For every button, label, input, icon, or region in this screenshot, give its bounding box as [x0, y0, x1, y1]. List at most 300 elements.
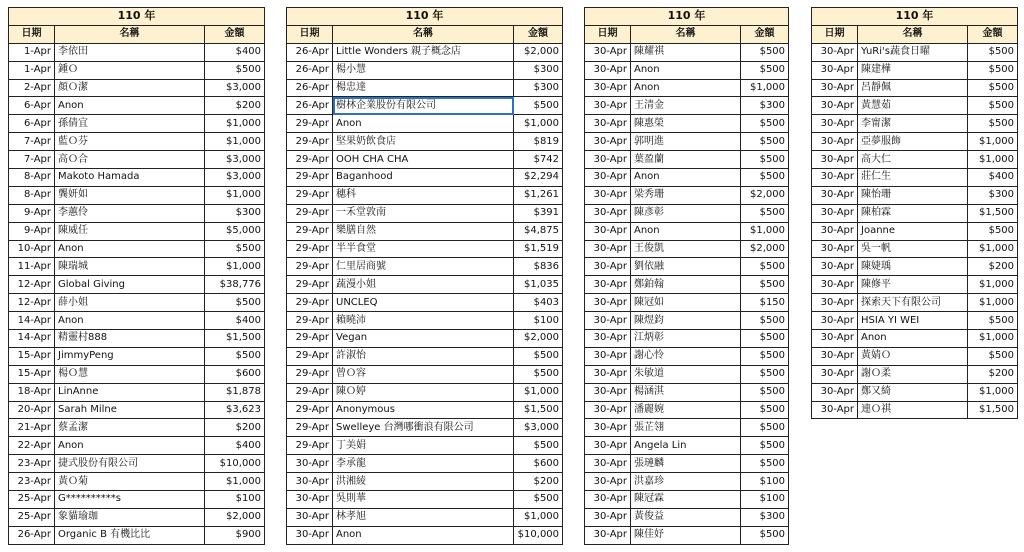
date-cell[interactable]: 30-Apr: [585, 133, 631, 151]
name-cell[interactable]: 陳佳妤: [631, 526, 741, 544]
amount-cell[interactable]: $1,000: [514, 508, 563, 526]
date-cell[interactable]: 29-Apr: [287, 294, 333, 312]
name-cell[interactable]: OOH CHA CHA: [333, 151, 514, 169]
name-cell[interactable]: 王清金: [631, 97, 741, 115]
name-cell[interactable]: 丁美娟: [333, 437, 514, 455]
amount-cell[interactable]: $200: [968, 365, 1018, 383]
amount-cell[interactable]: $500: [741, 151, 789, 169]
amount-cell[interactable]: $100: [741, 491, 789, 509]
amount-cell[interactable]: $500: [741, 276, 789, 294]
date-cell[interactable]: 30-Apr: [585, 61, 631, 79]
amount-cell[interactable]: $500: [741, 43, 789, 61]
name-cell[interactable]: 陳冠如: [631, 294, 741, 312]
name-cell[interactable]: Sarah Milne: [55, 401, 205, 419]
name-cell[interactable]: 朱敏道: [631, 365, 741, 383]
amount-cell[interactable]: $500: [205, 240, 265, 258]
amount-cell[interactable]: $500: [205, 61, 265, 79]
date-cell[interactable]: 29-Apr: [287, 258, 333, 276]
name-cell[interactable]: 莊仁生: [858, 169, 968, 187]
amount-cell[interactable]: $500: [968, 222, 1018, 240]
date-cell[interactable]: 29-Apr: [287, 330, 333, 348]
date-cell[interactable]: 29-Apr: [287, 133, 333, 151]
name-cell[interactable]: 蔬漫小姐: [333, 276, 514, 294]
date-cell[interactable]: 30-Apr: [585, 186, 631, 204]
name-cell[interactable]: 鍾Ｏ: [55, 61, 205, 79]
date-cell[interactable]: 29-Apr: [287, 312, 333, 330]
amount-cell[interactable]: $300: [514, 79, 563, 97]
date-cell[interactable]: 30-Apr: [585, 526, 631, 544]
name-cell[interactable]: 陳建樺: [858, 61, 968, 79]
date-cell[interactable]: 30-Apr: [287, 526, 333, 544]
date-cell[interactable]: 12-Apr: [9, 276, 55, 294]
date-cell[interactable]: 29-Apr: [287, 204, 333, 222]
date-cell[interactable]: 15-Apr: [9, 365, 55, 383]
date-cell[interactable]: 29-Apr: [287, 401, 333, 419]
amount-cell[interactable]: $1,035: [514, 276, 563, 294]
name-cell[interactable]: Anon: [55, 312, 205, 330]
date-cell[interactable]: 30-Apr: [585, 437, 631, 455]
date-cell[interactable]: 30-Apr: [812, 330, 858, 348]
name-cell[interactable]: 王俊凱: [631, 240, 741, 258]
name-cell[interactable]: Baganhood: [333, 169, 514, 187]
name-cell[interactable]: 薛小姐: [55, 294, 205, 312]
date-cell[interactable]: 30-Apr: [812, 151, 858, 169]
date-cell[interactable]: 30-Apr: [812, 365, 858, 383]
date-cell[interactable]: 30-Apr: [585, 169, 631, 187]
date-cell[interactable]: 29-Apr: [287, 347, 333, 365]
amount-cell[interactable]: $1,500: [968, 401, 1018, 419]
amount-cell[interactable]: $2,294: [514, 169, 563, 187]
name-cell[interactable]: 陳婕瑀: [858, 258, 968, 276]
name-cell[interactable]: 蔡孟潔: [55, 419, 205, 437]
name-cell[interactable]: Anon: [55, 240, 205, 258]
date-cell[interactable]: 23-Apr: [9, 455, 55, 473]
date-cell[interactable]: 29-Apr: [287, 186, 333, 204]
amount-cell[interactable]: $500: [741, 401, 789, 419]
name-cell[interactable]: 林孝旭: [333, 508, 514, 526]
date-cell[interactable]: 30-Apr: [585, 204, 631, 222]
amount-cell[interactable]: $300: [968, 186, 1018, 204]
amount-cell[interactable]: $500: [741, 133, 789, 151]
amount-cell[interactable]: $500: [514, 365, 563, 383]
amount-cell[interactable]: $500: [514, 347, 563, 365]
date-cell[interactable]: 30-Apr: [812, 401, 858, 419]
name-cell[interactable]: 李甯潔: [858, 115, 968, 133]
name-cell[interactable]: Anon: [55, 97, 205, 115]
name-cell[interactable]: 梁秀珊: [631, 186, 741, 204]
name-cell[interactable]: 郭明進: [631, 133, 741, 151]
amount-cell[interactable]: $500: [741, 347, 789, 365]
amount-cell[interactable]: $500: [741, 258, 789, 276]
amount-cell[interactable]: $1,878: [205, 383, 265, 401]
amount-cell[interactable]: $4,875: [514, 222, 563, 240]
date-cell[interactable]: 30-Apr: [585, 455, 631, 473]
date-cell[interactable]: 30-Apr: [812, 133, 858, 151]
name-cell[interactable]: 張芷翎: [631, 419, 741, 437]
name-cell[interactable]: 楊Ｏ慧: [55, 365, 205, 383]
date-cell[interactable]: 11-Apr: [9, 258, 55, 276]
name-cell[interactable]: 連Ｏ祺: [858, 401, 968, 419]
date-cell[interactable]: 30-Apr: [585, 491, 631, 509]
name-cell[interactable]: 許淑怡: [333, 347, 514, 365]
amount-cell[interactable]: $2,000: [514, 330, 563, 348]
date-cell[interactable]: 10-Apr: [9, 240, 55, 258]
amount-cell[interactable]: $600: [514, 455, 563, 473]
amount-cell[interactable]: $500: [968, 43, 1018, 61]
amount-cell[interactable]: $1,519: [514, 240, 563, 258]
name-cell[interactable]: 探索天下有限公司: [858, 294, 968, 312]
name-cell[interactable]: 樂膳自然: [333, 222, 514, 240]
name-cell[interactable]: 洪嘉珍: [631, 473, 741, 491]
name-cell[interactable]: 象貓瑜珈: [55, 508, 205, 526]
date-cell[interactable]: 26-Apr: [287, 61, 333, 79]
amount-cell[interactable]: $1,000: [968, 294, 1018, 312]
name-cell[interactable]: 陳柏霖: [858, 204, 968, 222]
name-cell[interactable]: 楊忠達: [333, 79, 514, 97]
date-cell[interactable]: 30-Apr: [585, 222, 631, 240]
amount-cell[interactable]: $2,000: [741, 186, 789, 204]
name-cell[interactable]: 高大仁: [858, 151, 968, 169]
date-cell[interactable]: 30-Apr: [585, 79, 631, 97]
date-cell[interactable]: 30-Apr: [812, 240, 858, 258]
date-cell[interactable]: 30-Apr: [812, 79, 858, 97]
date-cell[interactable]: 1-Apr: [9, 43, 55, 61]
name-cell[interactable]: 龔妍如: [55, 186, 205, 204]
date-cell[interactable]: 26-Apr: [287, 97, 333, 115]
amount-cell[interactable]: $3,000: [205, 79, 265, 97]
date-cell[interactable]: 20-Apr: [9, 401, 55, 419]
amount-cell[interactable]: $5,000: [205, 222, 265, 240]
amount-cell[interactable]: $403: [514, 294, 563, 312]
date-cell[interactable]: 29-Apr: [287, 383, 333, 401]
name-cell[interactable]: G**********s: [55, 491, 205, 509]
name-cell[interactable]: Anon: [631, 79, 741, 97]
date-cell[interactable]: 26-Apr: [287, 43, 333, 61]
name-cell[interactable]: YuRi's蔬食日曜: [858, 43, 968, 61]
amount-cell[interactable]: $400: [205, 312, 265, 330]
date-cell[interactable]: 30-Apr: [585, 97, 631, 115]
amount-cell[interactable]: $1,000: [741, 222, 789, 240]
date-cell[interactable]: 30-Apr: [585, 383, 631, 401]
name-cell[interactable]: Anon: [858, 330, 968, 348]
name-cell[interactable]: 曾Ｏ容: [333, 365, 514, 383]
name-cell[interactable]: Anon: [55, 437, 205, 455]
name-cell[interactable]: 鄭又綺: [858, 383, 968, 401]
date-cell[interactable]: 30-Apr: [812, 204, 858, 222]
date-cell[interactable]: 23-Apr: [9, 473, 55, 491]
name-cell[interactable]: 陳瑞城: [55, 258, 205, 276]
amount-cell[interactable]: $819: [514, 133, 563, 151]
amount-cell[interactable]: $1,000: [205, 258, 265, 276]
name-cell[interactable]: 江炳彰: [631, 330, 741, 348]
date-cell[interactable]: 30-Apr: [585, 294, 631, 312]
amount-cell[interactable]: $500: [968, 347, 1018, 365]
amount-cell[interactable]: $1,000: [968, 383, 1018, 401]
date-cell[interactable]: 29-Apr: [287, 240, 333, 258]
date-cell[interactable]: 30-Apr: [585, 508, 631, 526]
name-cell[interactable]: 一禾堂敦南: [333, 204, 514, 222]
amount-cell[interactable]: $1,500: [968, 204, 1018, 222]
amount-cell[interactable]: $10,000: [205, 455, 265, 473]
date-cell[interactable]: 26-Apr: [287, 79, 333, 97]
name-cell[interactable]: 精靈村888: [55, 330, 205, 348]
name-cell[interactable]: 潘麗婉: [631, 401, 741, 419]
date-cell[interactable]: 30-Apr: [812, 347, 858, 365]
amount-cell[interactable]: $400: [968, 169, 1018, 187]
name-cell[interactable]: 李承龍: [333, 455, 514, 473]
date-cell[interactable]: 30-Apr: [287, 508, 333, 526]
date-cell[interactable]: 18-Apr: [9, 383, 55, 401]
name-cell[interactable]: 陳彥彰: [631, 204, 741, 222]
amount-cell[interactable]: $2,000: [514, 43, 563, 61]
amount-cell[interactable]: $200: [205, 419, 265, 437]
amount-cell[interactable]: $391: [514, 204, 563, 222]
name-cell[interactable]: 葉盈蘭: [631, 151, 741, 169]
amount-cell[interactable]: $500: [741, 330, 789, 348]
amount-cell[interactable]: $500: [741, 526, 789, 544]
amount-cell[interactable]: $1,000: [205, 133, 265, 151]
date-cell[interactable]: 29-Apr: [287, 169, 333, 187]
name-cell[interactable]: Anon: [631, 169, 741, 187]
amount-cell[interactable]: $500: [741, 455, 789, 473]
name-cell[interactable]: LinAnne: [55, 383, 205, 401]
amount-cell[interactable]: $200: [968, 258, 1018, 276]
amount-cell[interactable]: $836: [514, 258, 563, 276]
amount-cell[interactable]: $500: [741, 437, 789, 455]
date-cell[interactable]: 30-Apr: [585, 240, 631, 258]
amount-cell[interactable]: $1,000: [741, 79, 789, 97]
name-cell[interactable]: 陳修平: [858, 276, 968, 294]
amount-cell[interactable]: $300: [741, 97, 789, 115]
name-cell[interactable]: 劉依融: [631, 258, 741, 276]
date-cell[interactable]: 21-Apr: [9, 419, 55, 437]
date-cell[interactable]: 30-Apr: [585, 258, 631, 276]
amount-cell[interactable]: $1,500: [514, 401, 563, 419]
amount-cell[interactable]: $500: [741, 115, 789, 133]
amount-cell[interactable]: $100: [514, 312, 563, 330]
amount-cell[interactable]: $1,261: [514, 186, 563, 204]
date-cell[interactable]: 6-Apr: [9, 115, 55, 133]
amount-cell[interactable]: $100: [205, 491, 265, 509]
name-cell[interactable]: Global Giving: [55, 276, 205, 294]
amount-cell[interactable]: $500: [741, 419, 789, 437]
date-cell[interactable]: 29-Apr: [287, 437, 333, 455]
amount-cell[interactable]: $900: [205, 526, 265, 544]
amount-cell[interactable]: $500: [741, 383, 789, 401]
name-cell[interactable]: 陳煜鈞: [631, 312, 741, 330]
name-cell[interactable]: 黃Ｏ菊: [55, 473, 205, 491]
amount-cell[interactable]: $500: [741, 312, 789, 330]
name-cell[interactable]: UNCLEQ: [333, 294, 514, 312]
date-cell[interactable]: 30-Apr: [585, 365, 631, 383]
name-cell[interactable]: Swelleye 台灣哪衝浪有限公司: [333, 419, 514, 437]
name-cell[interactable]: 高Ｏ合: [55, 151, 205, 169]
amount-cell[interactable]: $2,000: [205, 508, 265, 526]
amount-cell[interactable]: $1,000: [514, 383, 563, 401]
date-cell[interactable]: 1-Apr: [9, 61, 55, 79]
name-cell[interactable]: Vegan: [333, 330, 514, 348]
amount-cell[interactable]: $1,000: [968, 133, 1018, 151]
name-cell[interactable]: 黃婧Ｏ: [858, 347, 968, 365]
date-cell[interactable]: 30-Apr: [585, 401, 631, 419]
date-cell[interactable]: 30-Apr: [585, 151, 631, 169]
name-cell[interactable]: 半半食堂: [333, 240, 514, 258]
amount-cell[interactable]: $500: [968, 79, 1018, 97]
date-cell[interactable]: 30-Apr: [287, 491, 333, 509]
date-cell[interactable]: 25-Apr: [9, 508, 55, 526]
name-cell[interactable]: 陳威任: [55, 222, 205, 240]
name-cell[interactable]: 賴曉沛: [333, 312, 514, 330]
date-cell[interactable]: 30-Apr: [585, 312, 631, 330]
amount-cell[interactable]: $1,000: [205, 473, 265, 491]
amount-cell[interactable]: $1,000: [514, 115, 563, 133]
date-cell[interactable]: 15-Apr: [9, 347, 55, 365]
date-cell[interactable]: 7-Apr: [9, 151, 55, 169]
name-cell[interactable]: 陳冠霖: [631, 491, 741, 509]
date-cell[interactable]: 12-Apr: [9, 294, 55, 312]
name-cell[interactable]: 洪湘綾: [333, 473, 514, 491]
amount-cell[interactable]: $1,000: [205, 115, 265, 133]
amount-cell[interactable]: $500: [968, 97, 1018, 115]
name-cell[interactable]: 謝心怜: [631, 347, 741, 365]
date-cell[interactable]: 30-Apr: [812, 383, 858, 401]
name-cell[interactable]: 堅果奶飲食店: [333, 133, 514, 151]
date-cell[interactable]: 22-Apr: [9, 437, 55, 455]
date-cell[interactable]: 29-Apr: [287, 365, 333, 383]
date-cell[interactable]: 30-Apr: [585, 473, 631, 491]
date-cell[interactable]: 6-Apr: [9, 97, 55, 115]
date-cell[interactable]: 30-Apr: [812, 312, 858, 330]
amount-cell[interactable]: $1,000: [968, 151, 1018, 169]
name-cell[interactable]: HSIA YI WEI: [858, 312, 968, 330]
name-cell[interactable]: 張璉麟: [631, 455, 741, 473]
date-cell[interactable]: 25-Apr: [9, 491, 55, 509]
amount-cell[interactable]: $500: [514, 437, 563, 455]
amount-cell[interactable]: $300: [514, 61, 563, 79]
date-cell[interactable]: 2-Apr: [9, 79, 55, 97]
name-cell[interactable]: 吳一帆: [858, 240, 968, 258]
date-cell[interactable]: 30-Apr: [585, 115, 631, 133]
name-cell[interactable]: 陳耀祺: [631, 43, 741, 61]
amount-cell[interactable]: $500: [205, 294, 265, 312]
name-cell[interactable]: 謝Ｏ柔: [858, 365, 968, 383]
name-cell[interactable]: 藍Ｏ芬: [55, 133, 205, 151]
name-cell[interactable]: 吳則華: [333, 491, 514, 509]
date-cell[interactable]: 30-Apr: [812, 294, 858, 312]
name-cell[interactable]: 仁里居商號: [333, 258, 514, 276]
date-cell[interactable]: 30-Apr: [812, 97, 858, 115]
date-cell[interactable]: 9-Apr: [9, 222, 55, 240]
name-cell[interactable]: JimmyPeng: [55, 347, 205, 365]
date-cell[interactable]: 30-Apr: [585, 347, 631, 365]
name-cell[interactable]: Anon: [631, 61, 741, 79]
amount-cell[interactable]: $300: [205, 204, 265, 222]
amount-cell[interactable]: $2,000: [741, 240, 789, 258]
name-cell[interactable]: 鄭鉑翰: [631, 276, 741, 294]
amount-cell[interactable]: $1,000: [968, 330, 1018, 348]
name-cell[interactable]: 李蕙伶: [55, 204, 205, 222]
name-cell[interactable]: Little Wonders 親子概念店: [333, 43, 514, 61]
amount-cell[interactable]: $3,623: [205, 401, 265, 419]
name-cell[interactable]: 楊小慧: [333, 61, 514, 79]
amount-cell[interactable]: $400: [205, 437, 265, 455]
name-cell[interactable]: 黃俊益: [631, 508, 741, 526]
date-cell[interactable]: 30-Apr: [287, 455, 333, 473]
name-cell[interactable]: Joanne: [858, 222, 968, 240]
amount-cell[interactable]: $500: [741, 204, 789, 222]
date-cell[interactable]: 14-Apr: [9, 330, 55, 348]
name-cell[interactable]: Anon: [333, 115, 514, 133]
date-cell[interactable]: 30-Apr: [812, 222, 858, 240]
date-cell[interactable]: 29-Apr: [287, 276, 333, 294]
amount-cell[interactable]: $500: [968, 312, 1018, 330]
name-cell[interactable]: 楊涵淇: [631, 383, 741, 401]
amount-cell[interactable]: $600: [205, 365, 265, 383]
name-cell[interactable]: Anon: [631, 222, 741, 240]
name-cell[interactable]: 亞夢服飾: [858, 133, 968, 151]
date-cell[interactable]: 30-Apr: [812, 61, 858, 79]
amount-cell[interactable]: $1,000: [968, 240, 1018, 258]
name-cell[interactable]: 呂靜佩: [858, 79, 968, 97]
date-cell[interactable]: 29-Apr: [287, 419, 333, 437]
amount-cell[interactable]: $500: [514, 97, 563, 115]
amount-cell[interactable]: $300: [741, 508, 789, 526]
name-cell[interactable]: Anonymous: [333, 401, 514, 419]
date-cell[interactable]: 30-Apr: [812, 186, 858, 204]
amount-cell[interactable]: $500: [741, 61, 789, 79]
name-cell[interactable]: 顏Ｏ潔: [55, 79, 205, 97]
name-cell[interactable]: Makoto Hamada: [55, 169, 205, 187]
date-cell[interactable]: 29-Apr: [287, 151, 333, 169]
date-cell[interactable]: 8-Apr: [9, 186, 55, 204]
amount-cell[interactable]: $500: [968, 61, 1018, 79]
amount-cell[interactable]: $150: [741, 294, 789, 312]
amount-cell[interactable]: $3,000: [514, 419, 563, 437]
amount-cell[interactable]: $400: [205, 43, 265, 61]
name-cell[interactable]: Anon: [333, 526, 514, 544]
date-cell[interactable]: 30-Apr: [585, 276, 631, 294]
amount-cell[interactable]: $1,000: [205, 186, 265, 204]
date-cell[interactable]: 30-Apr: [812, 43, 858, 61]
name-cell[interactable]: 穗科: [333, 186, 514, 204]
date-cell[interactable]: 29-Apr: [287, 115, 333, 133]
name-cell[interactable]: 陳怡珊: [858, 186, 968, 204]
date-cell[interactable]: 30-Apr: [812, 115, 858, 133]
amount-cell[interactable]: $38,776: [205, 276, 265, 294]
date-cell[interactable]: 26-Apr: [9, 526, 55, 544]
amount-cell[interactable]: $200: [514, 473, 563, 491]
amount-cell[interactable]: $500: [741, 169, 789, 187]
name-cell[interactable]: Angela Lin: [631, 437, 741, 455]
amount-cell[interactable]: $742: [514, 151, 563, 169]
amount-cell[interactable]: $100: [741, 473, 789, 491]
name-cell[interactable]: 孫倩宜: [55, 115, 205, 133]
amount-cell[interactable]: $10,000: [514, 526, 563, 544]
date-cell[interactable]: 30-Apr: [812, 276, 858, 294]
date-cell[interactable]: 8-Apr: [9, 169, 55, 187]
name-cell[interactable]: 陳惠榮: [631, 115, 741, 133]
name-cell[interactable]: Organic B 有機比比: [55, 526, 205, 544]
name-cell[interactable]: 樹林企業股份有限公司: [333, 97, 514, 115]
amount-cell[interactable]: $500: [514, 491, 563, 509]
date-cell[interactable]: 30-Apr: [287, 473, 333, 491]
date-cell[interactable]: 29-Apr: [287, 222, 333, 240]
date-cell[interactable]: 9-Apr: [9, 204, 55, 222]
name-cell[interactable]: 陳Ｏ婷: [333, 383, 514, 401]
date-cell[interactable]: 30-Apr: [812, 169, 858, 187]
amount-cell[interactable]: $3,000: [205, 169, 265, 187]
amount-cell[interactable]: $1,500: [205, 330, 265, 348]
